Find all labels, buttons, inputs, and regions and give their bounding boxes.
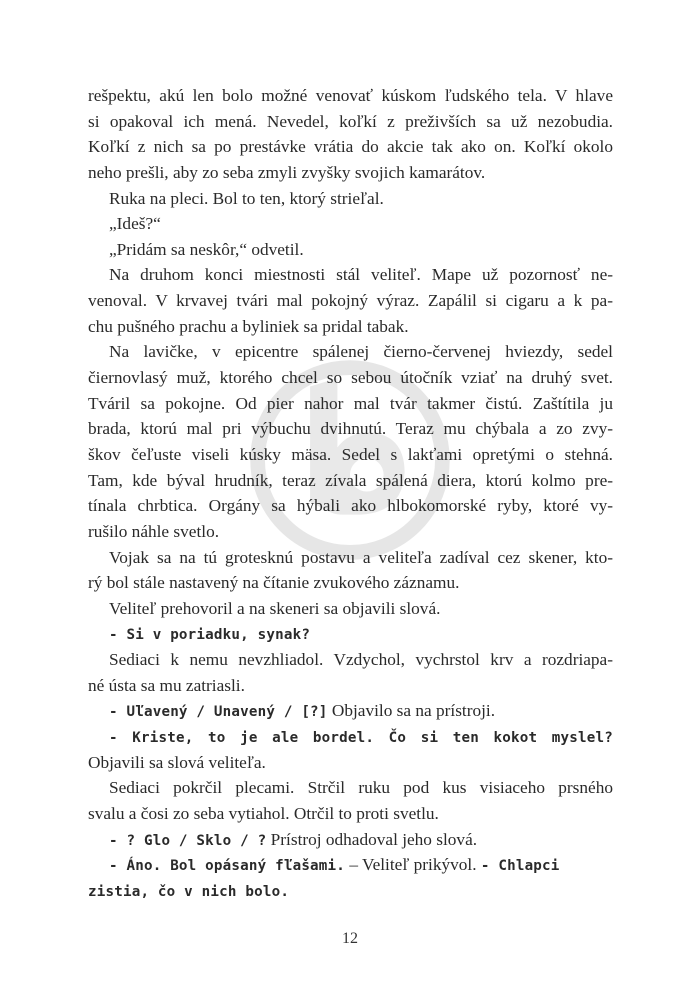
text-line [88, 160, 613, 186]
text-line [88, 134, 613, 160]
text-line [88, 827, 613, 853]
narrative-text: „Ideš?“ [109, 214, 161, 234]
narrative-text: svalu a čosi zo seba vytiahol. Otrčil to proti svetlu. [88, 803, 439, 823]
text-line [88, 750, 613, 776]
narrative-text: tínala chrbtica. Orgány sa hýbali ako hlbokomorské ryby, ktoré vy- [88, 496, 613, 516]
narrative-text: chu pušného prachu a byliniek sa pridal tabak. [88, 316, 409, 336]
narrative-text: Na druhom konci miestnosti stál veliteľ. Mape už pozornosť ne- [109, 265, 613, 285]
narrative-text: rušilo náhle svetlo. [88, 521, 220, 541]
narrative-text: škov čeľuste viseli kúsky mäsa. Sedel s lakťami opretými o stehná. [88, 444, 613, 464]
scanner-text: - Chlapci [480, 858, 560, 875]
text-line [88, 852, 613, 878]
text-line [88, 596, 613, 622]
text-line [88, 724, 613, 750]
text-line [88, 288, 613, 314]
text-line [88, 186, 613, 212]
text-line [88, 211, 613, 237]
text-line [88, 109, 613, 135]
text-line [88, 416, 613, 442]
narrative-text: čiernovlasý muž, ktorého chcel so sebou útočník vziať na druhý svet. [88, 368, 613, 388]
text-line [88, 468, 613, 494]
narrative-text: venoval. V krvavej tvári mal pokojný výraz. Zapálil si cigaru a k pa- [88, 291, 613, 311]
body-text [88, 83, 613, 904]
narrative-text: Vojak sa na tú grotesknú postavu a veliteľa zadíval cez skener, kto- [109, 547, 613, 567]
narrative-text: Prístroj odhadoval jeho slová. [266, 829, 478, 849]
narrative-text: Objavilo sa na prístroji. [327, 701, 496, 721]
text-line [88, 365, 613, 391]
text-line [88, 262, 613, 288]
text-line [88, 698, 613, 724]
scanner-text: - ? Glo / Sklo / ? [109, 832, 267, 849]
narrative-text: brada, ktorú mal pri výbuchu dvihnutú. Teraz mu chýbala a zo zvy- [88, 419, 613, 439]
page-number: 12 [342, 930, 358, 947]
scanner-text: zistia, čo v nich bolo. [88, 883, 290, 900]
scanner-text: - Uľavený / Unavený / [?] [109, 704, 328, 721]
narrative-text: Veliteľ prehovoril a na skeneri sa objavili slová. [109, 598, 441, 618]
narrative-text: Koľkí z nich sa po prestávke vrátia do akcie tak ako on. Koľkí okolo [88, 137, 613, 157]
narrative-text: rešpektu, akú len bolo možné venovať kúskom ľudského tela. V hlave [88, 86, 613, 105]
narrative-text: Na lavičke, v epicentre spálenej čierno-červenej hviezdy, sedel [109, 342, 613, 362]
scanner-text: - Áno. Bol opásaný fľašami. [109, 858, 346, 875]
text-line [88, 339, 613, 365]
text-line [88, 801, 613, 827]
narrative-text: „Pridám sa neskôr,“ odvetil. [109, 239, 304, 259]
text-line [88, 391, 613, 417]
text-line [88, 237, 613, 263]
text-line [88, 570, 613, 596]
narrative-text: Sediaci k nemu nevzhliadol. Vzdychol, vychrstol krv a rozdriapa- [109, 650, 613, 670]
narrative-text: rý bol stále nastavený na čítanie zvukového záznamu. [88, 573, 460, 593]
text-line [88, 519, 613, 545]
scanner-text: - Si v poriadku, synak? [109, 627, 311, 644]
narrative-text: Objavili sa slová veliteľa. [88, 752, 266, 772]
narrative-text: Tam, kde býval hrudník, teraz zívala spálená diera, ktorú kolmo pre- [88, 470, 613, 490]
narrative-text: – Veliteľ prikývol. [345, 855, 481, 875]
text-line [88, 673, 613, 699]
narrative-text: Sediaci pokrčil plecami. Strčil ruku pod kus visiaceho prsného [109, 778, 613, 798]
scanner-text: - Kriste, to je ale bordel. Čo si ten kokot myslel? [109, 730, 613, 747]
text-line [88, 493, 613, 519]
text-line [88, 83, 613, 109]
narrative-text: né ústa sa mu zatriasli. [88, 675, 245, 695]
text-line [88, 314, 613, 340]
narrative-text: si opakoval ich mená. Nevedel, koľkí z preživších sa už nezobudia. [88, 111, 613, 131]
text-line [88, 621, 613, 647]
text-line [88, 442, 613, 468]
text-line [88, 545, 613, 571]
text-line [88, 647, 613, 673]
narrative-text: Tváril sa pokojne. Od pier nahor mal tvár takmer čistú. Zaštítila ju [88, 393, 613, 413]
text-line [88, 878, 613, 904]
narrative-text: Ruka na pleci. Bol to ten, ktorý strieľal. [109, 188, 384, 208]
narrative-text: neho prešli, aby zo seba zmyli zvyšky svojich kamarátov. [88, 162, 486, 182]
text-line [88, 775, 613, 801]
